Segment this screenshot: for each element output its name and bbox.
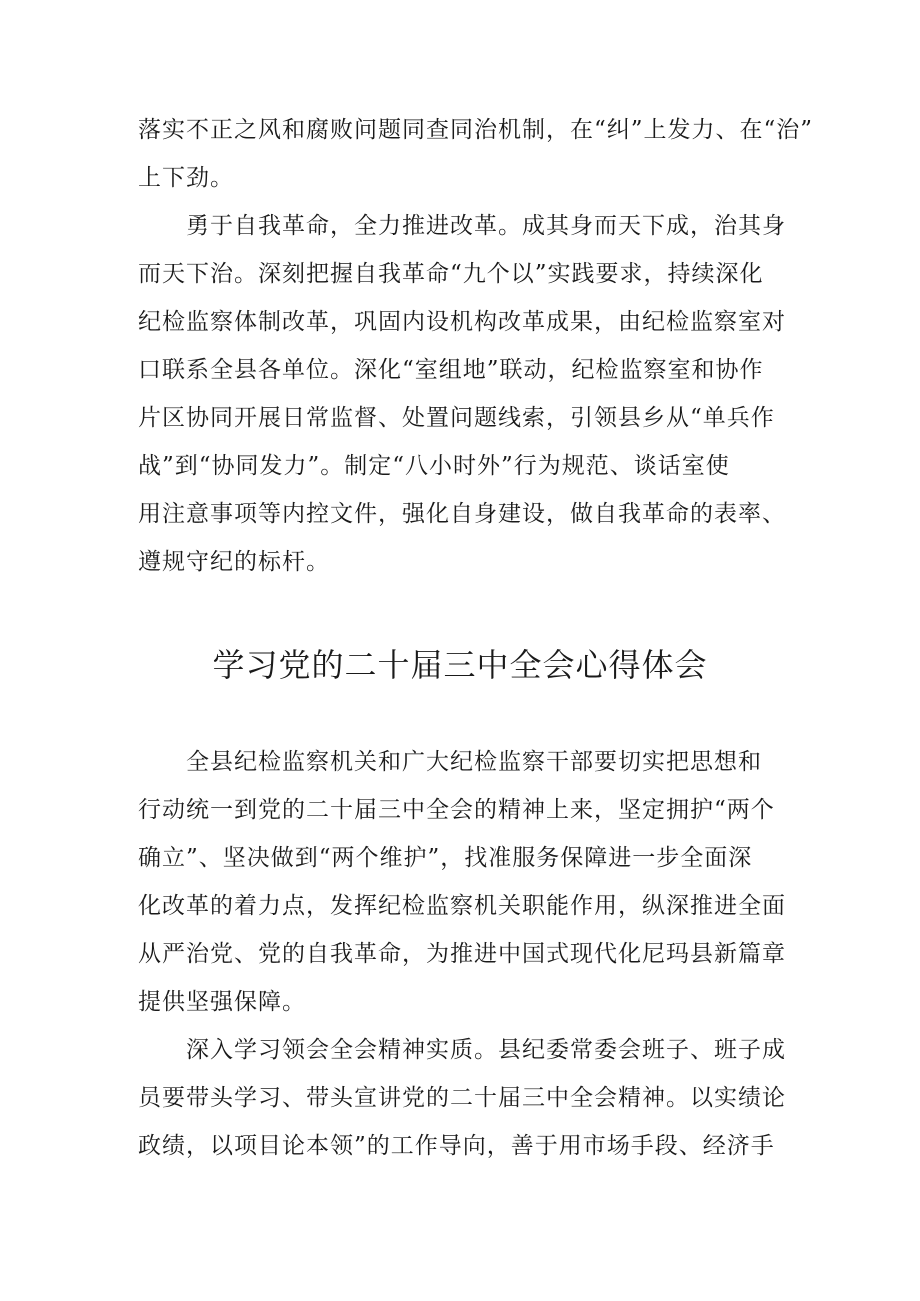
paragraph-1	[138, 106, 814, 202]
paragraph-line: 全县纪检监察机关和广大纪检监察干部要切实把思想和	[186, 749, 762, 775]
paragraph-3	[138, 738, 798, 1026]
paragraph-line: 化改革的着力点，发挥纪检监察机关职能作用，纵深推进全面	[138, 893, 786, 919]
paragraph-line: 确立”、坚决做到“两个维护”，找准服务保障进一步全面深	[138, 845, 753, 871]
paragraph-line: 遵规守纪的标杆。	[138, 549, 330, 575]
paragraph-line: 片区协同开展日常监督、处置问题线索，引领县乡从“单兵作	[138, 405, 775, 431]
paragraph-2	[138, 202, 798, 586]
paragraph-line: 纪检监察体制改革，巩固内设机构改革成果，由纪检监察室对	[138, 309, 786, 335]
paragraph-line: 上下劲。	[138, 165, 234, 191]
paragraph-line: 从严治党、党的自我革命，为推进中国式现代化尼玛县新篇章	[138, 941, 786, 967]
paragraph-line: 勇于自我革命，全力推进改革。成其身而天下成，治其身	[186, 213, 786, 239]
paragraph-line: 而天下治。深刻把握自我革命“九个以”实践要求，持续深化	[138, 261, 764, 287]
paragraph-line: 口联系全县各单位。深化“室组地”联动，纪检监察室和协作	[138, 357, 764, 383]
paragraph-line: 深入学习领会全会精神实质。县纪委常委会班子、班子成	[186, 1037, 786, 1063]
paragraph-line: 战”到“协同发力”。制定“八小时外”行为规范、谈话室使	[138, 453, 730, 479]
paragraph-4	[138, 1026, 798, 1170]
paragraph-line: 落实不正之风和腐败问题同查同治机制，在“纠”上发力、在“治”	[138, 117, 814, 143]
paragraph-line: 政绩，以项目论本领”的工作导向，善于用市场手段、经济手	[138, 1133, 775, 1159]
paragraph-line: 员要带头学习、带头宣讲党的二十届三中全会精神。以实绩论	[138, 1085, 786, 1111]
page-title: 学习党的二十届三中全会心得体会	[212, 646, 708, 684]
paragraph-line: 提供坚强保障。	[138, 989, 306, 1015]
paragraph-line: 行动统一到党的二十届三中全会的精神上来，坚定拥护“两个	[138, 797, 775, 823]
paragraph-line: 用注意事项等内控文件，强化自身建设，做自我革命的表率、	[138, 501, 786, 527]
